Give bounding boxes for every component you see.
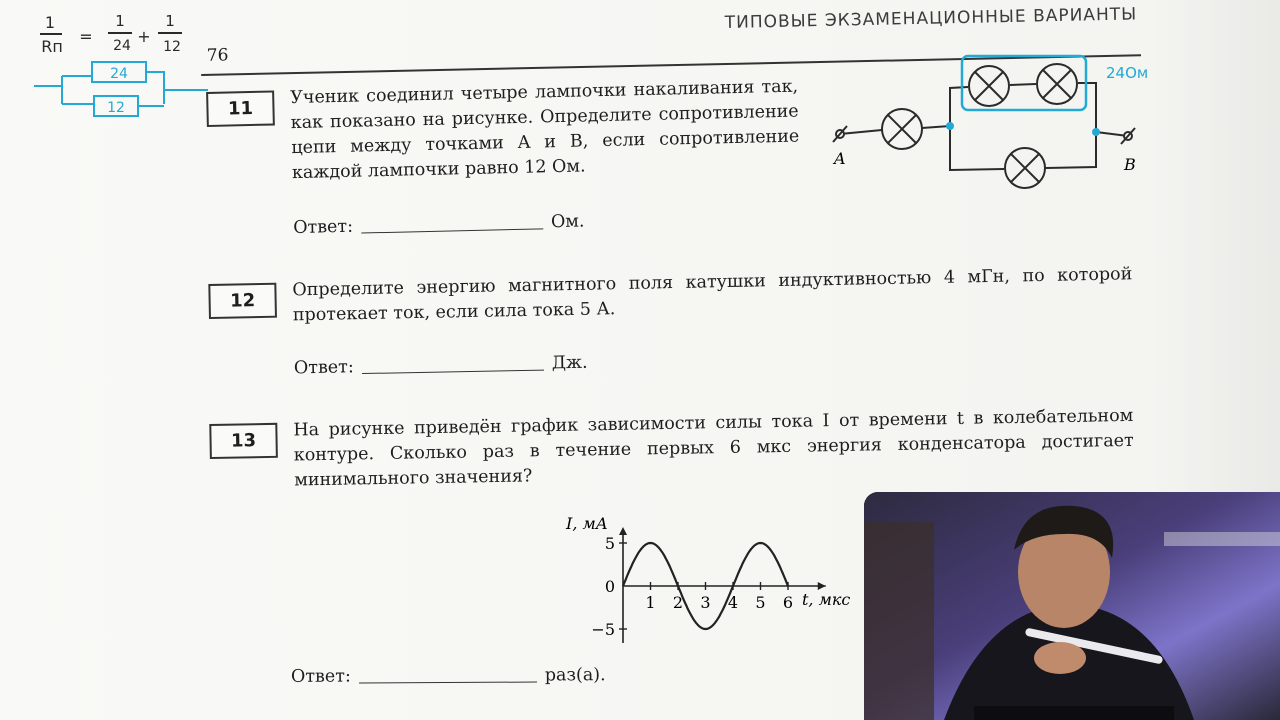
note-lhs-num: 1 bbox=[44, 13, 56, 32]
x-tick-label: 5 bbox=[755, 593, 766, 612]
task-number-box: 12 bbox=[208, 283, 277, 319]
point-b-label: B bbox=[1124, 155, 1136, 174]
annotation-node bbox=[1092, 128, 1100, 136]
light-shape bbox=[1164, 532, 1280, 546]
y-tick-label: 5 bbox=[604, 534, 615, 553]
terminal-a-icon bbox=[833, 126, 847, 142]
x-tick-label: 4 bbox=[727, 593, 739, 612]
terminal-b-icon bbox=[1121, 128, 1135, 144]
note-resistor-top: 24 bbox=[110, 66, 128, 82]
shelf-shape bbox=[864, 522, 934, 720]
answer-label: Ответ: bbox=[290, 666, 351, 687]
presenter-hand bbox=[1034, 642, 1086, 674]
point-a-label: A bbox=[834, 149, 846, 168]
circuit-diagram bbox=[828, 54, 1168, 204]
wire bbox=[950, 126, 1004, 170]
wire bbox=[840, 130, 882, 134]
annotation-resistance: 24Ом bbox=[1106, 64, 1149, 82]
answer-unit: Дж. bbox=[551, 352, 588, 374]
answer-label: Ответ: bbox=[292, 216, 354, 239]
task-text: На рисунке приведён график зависимости силы тока I от времени t в колебательном контуре. Сколько раз в течение первых 6 мкс энергия конденсатора достигает минимального значения? bbox=[293, 405, 1134, 491]
note-resistor-bottom: 12 bbox=[107, 100, 125, 116]
handwritten-notes bbox=[28, 6, 218, 126]
tablet-edge bbox=[974, 706, 1174, 720]
presenter-video bbox=[864, 492, 1280, 720]
wire bbox=[922, 126, 950, 128]
answer-blank[interactable] bbox=[359, 682, 537, 684]
task-number-box: 11 bbox=[206, 90, 275, 127]
answer-line bbox=[291, 665, 606, 687]
answer-label: Ответ: bbox=[293, 357, 354, 379]
answer-unit: раз(а). bbox=[544, 665, 606, 686]
task-text: Ученик соединил четыре лампочки накаливания так, как показано на рисунке. Определите сопротивление цепи между точками A и B, если сопротивление каждой лампочки равно 12 Ом. bbox=[290, 76, 800, 184]
wire bbox=[950, 87, 968, 126]
running-title: ТИПОВЫЕ ЭКЗАМЕНАЦИОННЫЕ ВАРИАНТЫ bbox=[724, 4, 1138, 34]
lamp-icon bbox=[969, 66, 1009, 106]
note-frac1-den: 24 bbox=[113, 38, 131, 54]
answer-line bbox=[294, 353, 588, 379]
x-axis-label: t, мкс bbox=[802, 590, 851, 609]
note-frac2-den: 12 bbox=[163, 39, 181, 55]
lamp-icon bbox=[1037, 64, 1077, 104]
wire bbox=[1010, 84, 1036, 85]
answer-blank[interactable] bbox=[362, 370, 544, 374]
note-frac2-num: 1 bbox=[165, 12, 175, 30]
x-tick-label: 1 bbox=[645, 593, 656, 612]
x-axis-arrow bbox=[818, 582, 826, 590]
task-text: Определите энергию магнитного поля катушки индуктивностью 4 мГн, по которой протекает ток, если сила тока 5 А. bbox=[292, 264, 1133, 326]
note-lhs-den: Rп bbox=[41, 37, 63, 56]
wire bbox=[1046, 132, 1096, 168]
x-tick-label: 3 bbox=[700, 593, 711, 612]
note-plus: + bbox=[137, 27, 151, 46]
x-tick-label: 2 bbox=[672, 593, 684, 612]
y-tick-label: 0 bbox=[604, 577, 615, 596]
page-number: 76 bbox=[206, 45, 229, 66]
answer-blank[interactable] bbox=[361, 228, 543, 233]
annotation-node bbox=[946, 122, 954, 130]
answer-unit: Ом. bbox=[550, 211, 585, 233]
x-tick-label: 6 bbox=[782, 593, 794, 612]
y-tick-label: −5 bbox=[591, 620, 615, 639]
current-time-graph bbox=[560, 505, 860, 655]
y-axis-label: I, мА bbox=[566, 514, 608, 533]
note-equals: = bbox=[79, 27, 93, 46]
lamp-icon bbox=[882, 109, 922, 149]
note-frac1-num: 1 bbox=[115, 12, 125, 30]
lamp-icon bbox=[1005, 148, 1045, 188]
webcam-overlay bbox=[864, 492, 1280, 720]
y-axis-arrow bbox=[619, 527, 627, 535]
answer-line bbox=[293, 211, 585, 238]
task-number-box: 13 bbox=[209, 423, 278, 459]
